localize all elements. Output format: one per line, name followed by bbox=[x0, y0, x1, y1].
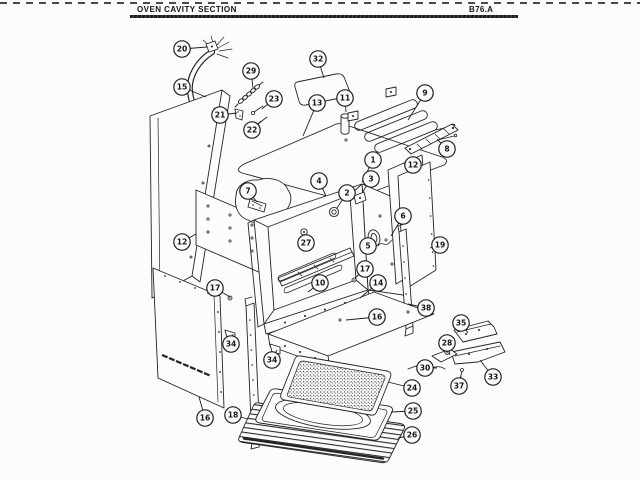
callout-20 bbox=[174, 41, 207, 57]
svg-text:22: 22 bbox=[246, 125, 258, 135]
svg-text:16: 16 bbox=[199, 413, 211, 423]
callout-25 bbox=[391, 403, 421, 419]
svg-text:25: 25 bbox=[407, 406, 419, 416]
svg-text:29: 29 bbox=[245, 66, 257, 76]
svg-text:37: 37 bbox=[453, 381, 465, 391]
svg-text:26: 26 bbox=[406, 430, 418, 440]
callout-34 bbox=[223, 334, 239, 352]
svg-text:14: 14 bbox=[372, 278, 384, 288]
svg-text:33: 33 bbox=[487, 372, 499, 382]
page-title: OVEN CAVITY SECTION bbox=[137, 5, 237, 14]
callout-22 bbox=[244, 121, 261, 138]
callout-11 bbox=[337, 90, 353, 112]
svg-text:12: 12 bbox=[407, 160, 419, 170]
callout-23 bbox=[262, 91, 282, 109]
callout-8 bbox=[437, 139, 455, 157]
svg-text:35: 35 bbox=[455, 318, 467, 328]
svg-text:4: 4 bbox=[316, 176, 322, 186]
callout-27 bbox=[298, 234, 314, 251]
callout-32 bbox=[310, 51, 326, 78]
svg-text:7: 7 bbox=[245, 186, 251, 196]
svg-text:24: 24 bbox=[406, 383, 418, 393]
callout-5 bbox=[360, 238, 376, 254]
svg-text:17: 17 bbox=[209, 283, 221, 293]
callout-9 bbox=[408, 85, 433, 120]
svg-text:1: 1 bbox=[370, 155, 376, 165]
svg-text:32: 32 bbox=[312, 54, 324, 64]
callout-37 bbox=[451, 376, 467, 394]
svg-text:15: 15 bbox=[176, 82, 188, 92]
svg-text:38: 38 bbox=[420, 303, 432, 313]
svg-text:3: 3 bbox=[368, 174, 374, 184]
svg-text:11: 11 bbox=[339, 93, 351, 103]
svg-text:34: 34 bbox=[225, 339, 237, 349]
svg-text:12: 12 bbox=[176, 237, 188, 247]
svg-text:30: 30 bbox=[419, 363, 431, 373]
callout-12 bbox=[404, 157, 421, 173]
svg-text:19: 19 bbox=[434, 240, 446, 250]
svg-text:27: 27 bbox=[300, 238, 312, 248]
section-code: B76.A bbox=[469, 5, 494, 14]
svg-text:20: 20 bbox=[176, 44, 188, 54]
svg-text:23: 23 bbox=[268, 94, 280, 104]
callout-17 bbox=[207, 280, 230, 297]
callout-30 bbox=[417, 360, 437, 376]
svg-text:2: 2 bbox=[344, 188, 350, 198]
svg-text:10: 10 bbox=[314, 278, 326, 288]
callout-21 bbox=[212, 107, 237, 123]
callout-33 bbox=[480, 360, 501, 385]
callout-24 bbox=[388, 380, 420, 396]
svg-text:18: 18 bbox=[227, 410, 239, 420]
callout-29 bbox=[243, 63, 259, 88]
svg-text:34: 34 bbox=[266, 355, 278, 365]
svg-text:17: 17 bbox=[359, 264, 371, 274]
svg-text:9: 9 bbox=[422, 88, 428, 98]
svg-text:8: 8 bbox=[444, 144, 450, 154]
svg-text:13: 13 bbox=[311, 98, 323, 108]
svg-text:28: 28 bbox=[441, 338, 453, 348]
spring-and-screws-drawing bbox=[235, 82, 267, 127]
svg-text:5: 5 bbox=[365, 241, 371, 251]
callout-18 bbox=[225, 407, 248, 423]
svg-text:21: 21 bbox=[214, 110, 226, 120]
svg-text:6: 6 bbox=[400, 211, 406, 221]
svg-text:16: 16 bbox=[371, 312, 383, 322]
